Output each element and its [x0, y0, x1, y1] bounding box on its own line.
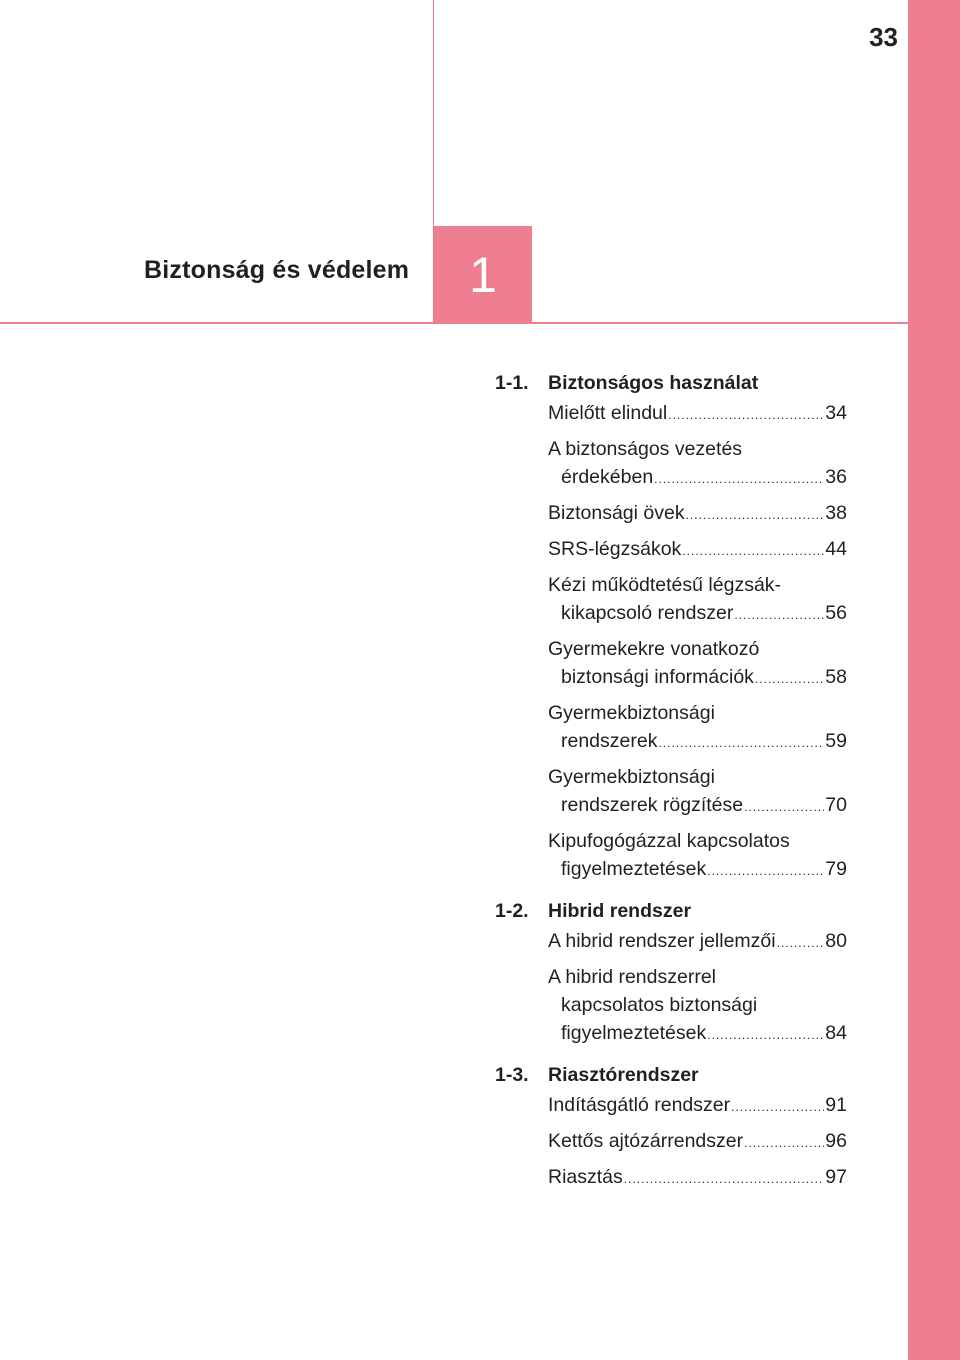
toc-entry[interactable] — [548, 535, 847, 565]
chapter-number: 1 — [469, 246, 497, 303]
dot-leader — [624, 1165, 825, 1193]
toc-entry-text: Kézi működtetésű légzsák- — [548, 574, 782, 596]
dot-leader — [744, 1129, 824, 1157]
toc-entry-text: rendszerek rögzítése — [561, 794, 744, 816]
toc-entry[interactable] — [548, 827, 847, 885]
toc-entry-text: Gyermekbiztonsági — [548, 702, 715, 724]
toc-entry-page: 84 — [825, 1022, 847, 1044]
toc-entry-page: 58 — [825, 666, 847, 688]
toc-entry[interactable] — [548, 927, 847, 957]
toc-entry-page: 97 — [825, 1166, 847, 1188]
toc-entry-page: 36 — [825, 466, 847, 488]
toc-entry[interactable] — [548, 1163, 847, 1193]
page-number: 33 — [869, 22, 898, 52]
toc-entry-page: 80 — [825, 930, 847, 952]
toc-entry-page: 38 — [825, 502, 847, 524]
dot-leader — [686, 501, 825, 529]
toc-entry-text: A hibrid rendszerrel — [548, 966, 716, 988]
toc-entry[interactable] — [548, 963, 847, 1049]
toc-section-title: Riasztórendszer — [548, 1064, 699, 1086]
toc-section-title: Biztonságos használat — [548, 372, 759, 394]
toc-entry[interactable] — [548, 499, 847, 529]
dot-leader — [777, 929, 825, 957]
toc-entry[interactable] — [548, 435, 847, 493]
toc-entry-page: 70 — [825, 794, 847, 816]
toc-entry-text: Kipufogógázzal kapcsolatos — [548, 830, 790, 852]
toc-section — [495, 1060, 847, 1193]
dot-leader — [734, 601, 824, 629]
toc-section — [495, 896, 847, 1049]
toc-entry-text: figyelmeztetések — [561, 858, 707, 880]
toc-entry[interactable] — [548, 1127, 847, 1157]
toc-entry-page: 44 — [825, 538, 847, 560]
toc-entry-text: A hibrid rendszer jellemzői — [548, 930, 776, 952]
toc-entry[interactable] — [548, 399, 847, 429]
dot-leader — [707, 1021, 824, 1049]
toc-entry-text: Gyermekekre vonatkozó — [548, 638, 760, 660]
toc-entry-text: Kettős ajtózárrendszer — [548, 1130, 744, 1152]
toc-entry-text: biztonsági információk — [561, 666, 754, 688]
dot-leader — [682, 537, 824, 565]
toc-entry[interactable] — [548, 763, 847, 821]
dot-leader — [658, 729, 824, 757]
toc-entry-text: Riasztás — [548, 1166, 623, 1188]
table-of-contents — [495, 368, 847, 1204]
toc-entry-page: 56 — [825, 602, 847, 624]
chapter-title: Biztonság és védelem — [144, 256, 410, 284]
toc-entry-text: Indításgátló rendszer — [548, 1094, 731, 1116]
toc-section-heading[interactable] — [495, 896, 847, 927]
toc-entry-text: rendszerek — [561, 730, 658, 752]
toc-entry-text: kikapcsoló rendszer — [561, 602, 734, 624]
toc-entry[interactable] — [548, 1091, 847, 1121]
toc-section-number: 1-1. — [495, 372, 529, 394]
toc-entry-text: Biztonsági övek — [548, 502, 685, 524]
toc-entry-text: kapcsolatos biztonsági — [561, 994, 758, 1016]
toc-section-number: 1-2. — [495, 900, 529, 922]
toc-entry-page: 34 — [825, 402, 847, 424]
toc-section-heading[interactable] — [495, 368, 847, 399]
dot-leader — [654, 465, 824, 493]
toc-entry-text: SRS-légzsákok — [548, 538, 682, 560]
dot-leader — [744, 793, 824, 821]
dot-leader — [668, 401, 824, 429]
toc-entry-page: 91 — [825, 1094, 847, 1116]
toc-section-heading[interactable] — [495, 1060, 847, 1091]
toc-entry[interactable] — [548, 699, 847, 757]
toc-entry-page: 79 — [825, 858, 847, 880]
dot-leader — [731, 1093, 824, 1121]
dot-leader — [755, 665, 824, 693]
toc-entry[interactable] — [548, 635, 847, 693]
dot-leader — [707, 857, 824, 885]
chapter-number-box — [434, 226, 532, 323]
toc-entry-text: figyelmeztetések — [561, 1022, 707, 1044]
toc-entry-text: Gyermekbiztonsági — [548, 766, 715, 788]
toc-section-title: Hibrid rendszer — [548, 900, 692, 922]
toc-section-number: 1-3. — [495, 1064, 529, 1086]
toc-entry-text: Mielőtt elindul — [548, 402, 668, 424]
toc-entry[interactable] — [548, 571, 847, 629]
side-tab-bar — [908, 0, 960, 1360]
toc-section — [495, 368, 847, 885]
toc-entry-text: érdekében — [561, 466, 654, 488]
toc-entry-text: A biztonságos vezetés — [548, 438, 743, 460]
toc-entry-page: 59 — [825, 730, 847, 752]
toc-entry-page: 96 — [825, 1130, 847, 1152]
